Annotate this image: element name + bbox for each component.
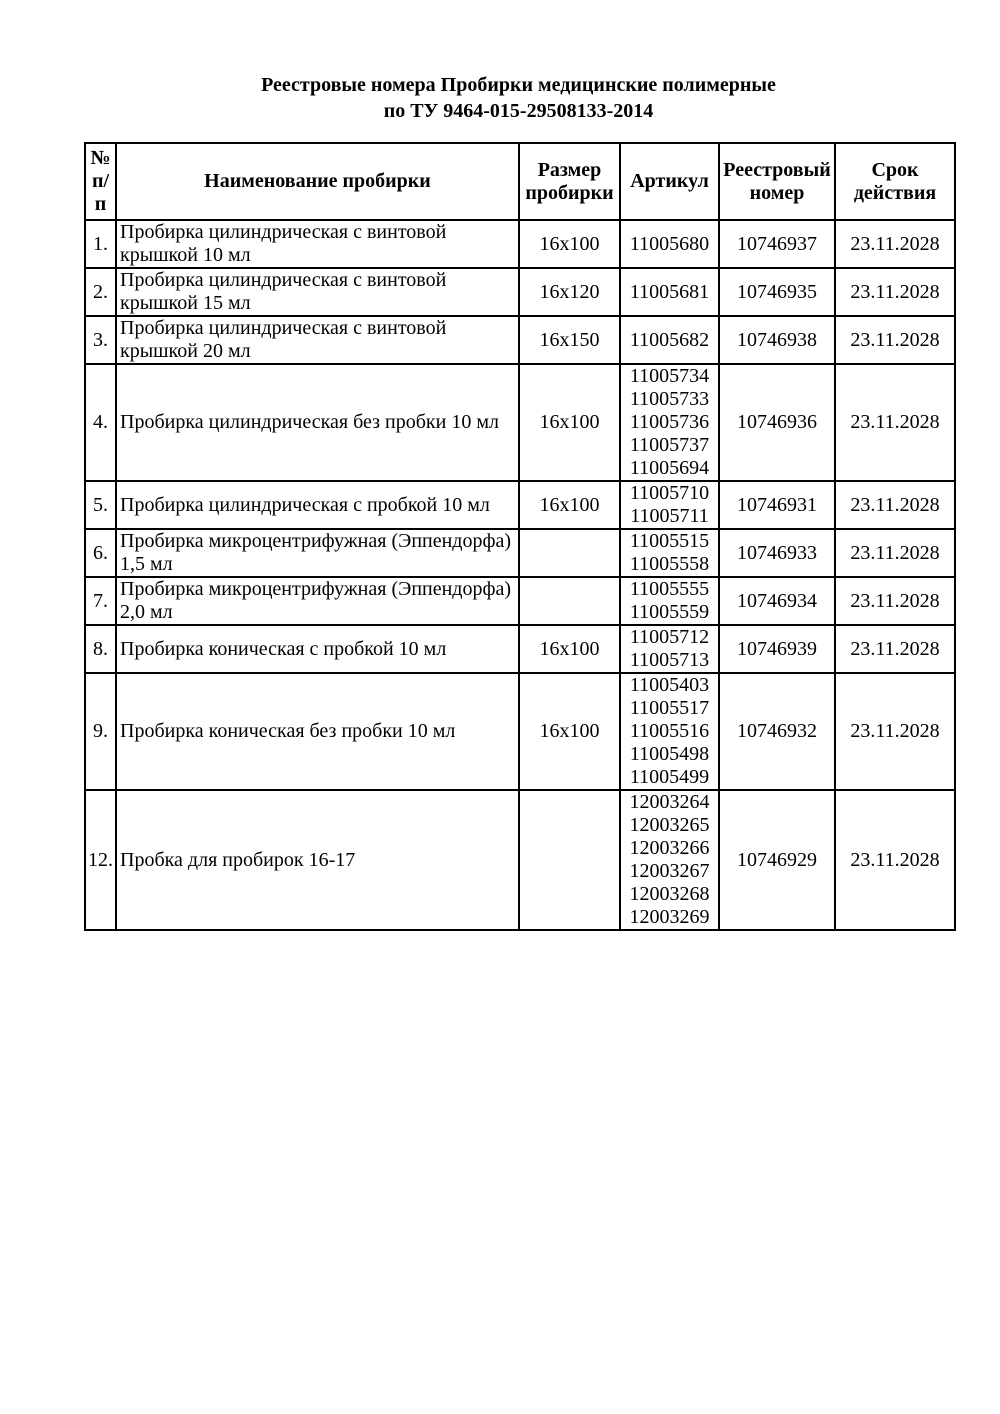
cell-size [519,577,620,625]
header-row [85,143,955,220]
cell-registry-number: 10746933 [719,529,835,577]
cell-name: Пробирка коническая без пробки 10 мл [116,673,519,790]
cell-row-number: 8. [85,625,116,673]
doc-title [84,72,953,124]
table-row [85,673,955,790]
column-header-name: Наименование пробирки [116,143,519,220]
cell-name: Пробирка коническая с пробкой 10 мл [116,625,519,673]
cell-name: Пробирка микроцентрифужная (Эппендорфа) 1,5 мл [116,529,519,577]
table-row [85,625,955,673]
cell-expiry-date: 23.11.2028 [835,625,955,673]
cell-articles: 11005710 11005711 [620,481,719,529]
cell-size: 16x150 [519,316,620,364]
cell-row-number: 3. [85,316,116,364]
cell-registry-number: 10746929 [719,790,835,930]
column-header-article: Артикул [620,143,719,220]
cell-articles: 11005403 11005517 11005516 11005498 11005499 [620,673,719,790]
cell-expiry-date: 23.11.2028 [835,673,955,790]
column-header-reg: Реестровый номер [719,143,835,220]
cell-articles: 12003264 12003265 12003266 12003267 12003268 12003269 [620,790,719,930]
doc-title-line2: по ТУ 9464-015-29508133-2014 [383,100,654,122]
cell-row-number: 1. [85,220,116,268]
cell-name: Пробирка цилиндрическая без пробки 10 мл [116,364,519,481]
cell-name: Пробирка цилиндрическая с винтовой крышкой 10 мл [116,220,519,268]
table-row [85,220,955,268]
cell-row-number: 5. [85,481,116,529]
table-row [85,316,955,364]
cell-articles: 11005515 11005558 [620,529,719,577]
cell-registry-number: 10746936 [719,364,835,481]
cell-size: 16x100 [519,220,620,268]
table-row [85,790,955,930]
cell-registry-number: 10746935 [719,268,835,316]
column-header-size: Размер пробирки [519,143,620,220]
doc-title-line1: Реестровые номера Пробирки медицинские полимерные [261,74,776,96]
cell-size: 16x100 [519,673,620,790]
registry-table [84,142,956,931]
table-row [85,529,955,577]
cell-name: Пробка для пробирок 16-17 [116,790,519,930]
cell-row-number: 12. [85,790,116,930]
cell-articles: 11005555 11005559 [620,577,719,625]
cell-articles: 11005712 11005713 [620,625,719,673]
cell-expiry-date: 23.11.2028 [835,790,955,930]
registry-table-body [85,220,955,930]
cell-expiry-date: 23.11.2028 [835,529,955,577]
cell-size: 16x100 [519,481,620,529]
table-row [85,577,955,625]
cell-articles: 11005681 [620,268,719,316]
cell-name: Пробирка цилиндрическая с винтовой крышкой 15 мл [116,268,519,316]
table-row [85,268,955,316]
cell-row-number: 9. [85,673,116,790]
cell-articles: 11005680 [620,220,719,268]
table-row [85,364,955,481]
column-header-expiry: Срок действия [835,143,955,220]
cell-expiry-date: 23.11.2028 [835,577,955,625]
cell-registry-number: 10746931 [719,481,835,529]
cell-expiry-date: 23.11.2028 [835,364,955,481]
registry-table-header [85,143,955,220]
cell-registry-number: 10746938 [719,316,835,364]
column-header-num: № п/п [85,143,116,220]
cell-registry-number: 10746934 [719,577,835,625]
cell-size [519,790,620,930]
cell-name: Пробирка микроцентрифужная (Эппендорфа) 2,0 мл [116,577,519,625]
cell-articles: 11005734 11005733 11005736 11005737 11005694 [620,364,719,481]
cell-row-number: 2. [85,268,116,316]
cell-name: Пробирка цилиндрическая с винтовой крышкой 20 мл [116,316,519,364]
cell-expiry-date: 23.11.2028 [835,268,955,316]
cell-registry-number: 10746939 [719,625,835,673]
cell-size: 16x100 [519,625,620,673]
cell-row-number: 7. [85,577,116,625]
cell-size: 16x120 [519,268,620,316]
cell-row-number: 4. [85,364,116,481]
cell-expiry-date: 23.11.2028 [835,220,955,268]
cell-registry-number: 10746932 [719,673,835,790]
cell-name: Пробирка цилиндрическая с пробкой 10 мл [116,481,519,529]
cell-row-number: 6. [85,529,116,577]
cell-expiry-date: 23.11.2028 [835,481,955,529]
cell-expiry-date: 23.11.2028 [835,316,955,364]
cell-size [519,529,620,577]
table-row [85,481,955,529]
cell-size: 16x100 [519,364,620,481]
cell-articles: 11005682 [620,316,719,364]
cell-registry-number: 10746937 [719,220,835,268]
